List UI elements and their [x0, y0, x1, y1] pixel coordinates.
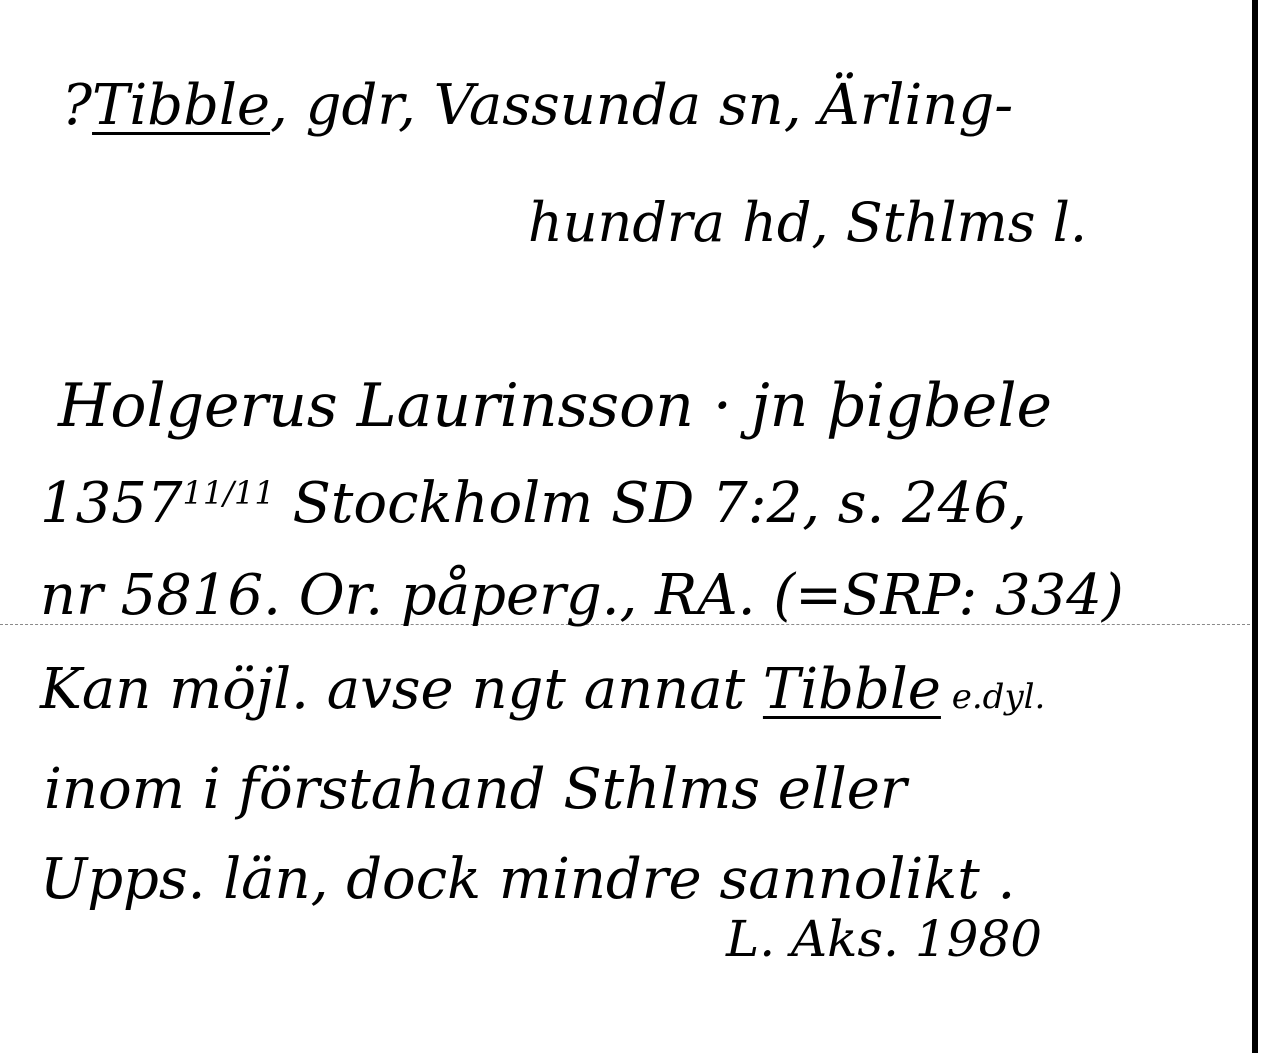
- card-edge-border: [1252, 0, 1258, 1053]
- record-year: 1357: [40, 471, 183, 536]
- record-date: 11/11: [182, 474, 275, 512]
- query-mark: ?: [62, 73, 93, 138]
- header-line-2: hundra hd, Sthlms l.: [528, 191, 1088, 254]
- record-line-5: inom i förstahand Sthlms eller: [44, 757, 907, 822]
- header-line-1: [62, 73, 1014, 138]
- alt-place-name: Tibble: [762, 657, 941, 722]
- record-line-2: [40, 471, 1027, 536]
- record-line-6: Upps. län, dock mindre sannolikt .: [40, 847, 1016, 912]
- record-line-1: [58, 371, 1053, 441]
- record-line-1-rest: · jn þigbele: [693, 371, 1053, 441]
- record-line-2-rest: Stockholm SD 7:2, s. 246,: [292, 471, 1027, 536]
- place-name: Tibble: [92, 73, 271, 138]
- signature: L. Aks. 1980: [726, 910, 1043, 968]
- header-line-1-rest: , gdr, Vassunda sn, Ärling-: [270, 73, 1014, 138]
- person-name: Holgerus Laurinsson: [58, 371, 694, 441]
- record-line-3: nr 5816. Or. påperg., RA. (=SRP: 334): [40, 563, 1124, 628]
- record-line-4-pre: Kan möjl. avse ngt annat: [40, 657, 763, 722]
- record-line-4-post: e.dyl.: [940, 677, 1046, 717]
- record-line-4: [40, 657, 1046, 722]
